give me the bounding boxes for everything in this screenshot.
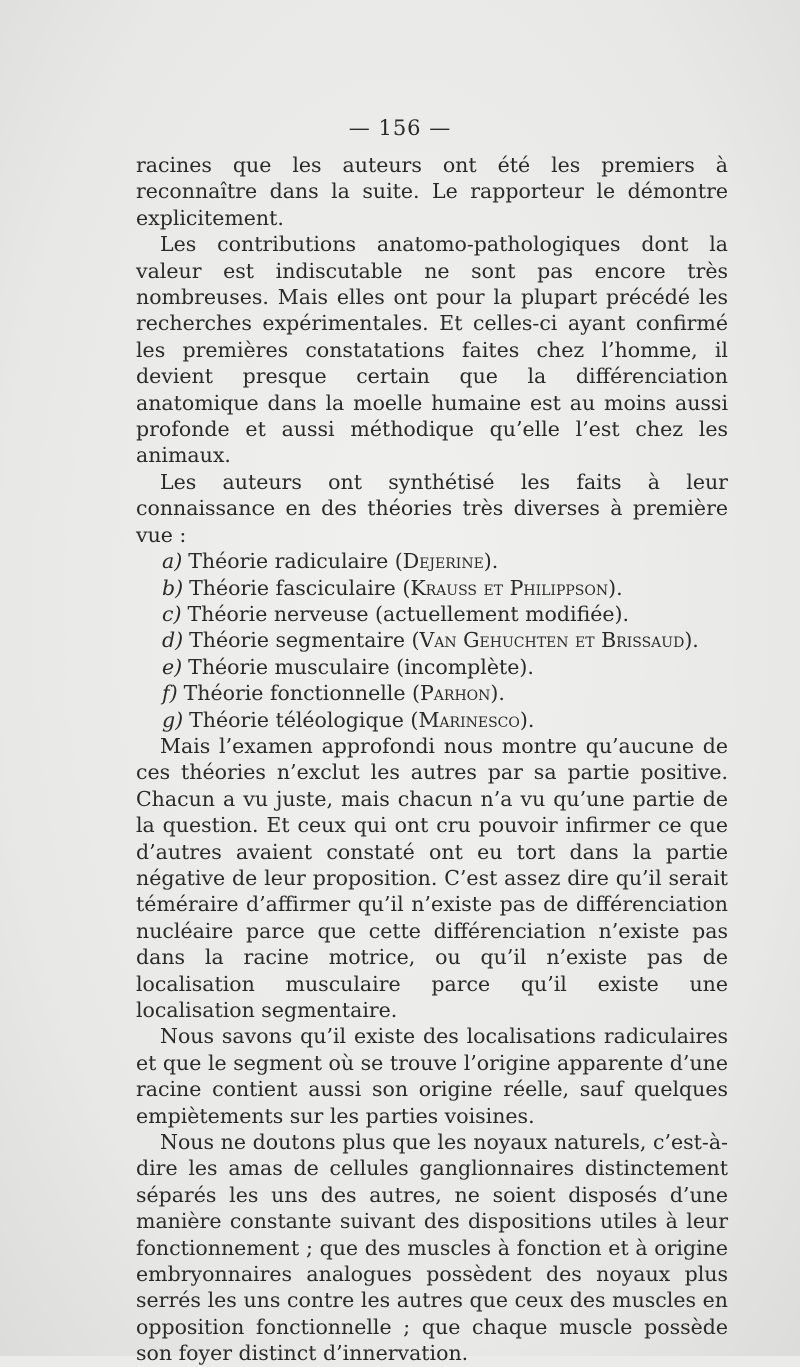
page-number: — 156 —: [348, 116, 452, 140]
paragraph: Les auteurs ont synthétisé les faits à leur connaissance en des théories très diverses à première vue :: [136, 469, 728, 547]
paragraph: Mais l’examen approfondi nous montre qu’aucune de ces théories n’exclut les autres par sa partie positive. Chacun a vu juste, mais chacun n’a vu qu’une partie de la question. Et ceux qui ont cru pouvoir infirmer ce que d’autres avaient constaté ont eu tort dans la partie négative de leur proposition. C’est assez dire qu’il serait téméraire d’affirmer qu’il n’existe pas de différenciation nucléaire parce que cette différenciation n’existe pas dans la racine motrice, ou qu’il n’existe pas de localisation musculaire parce qu’il existe une localisation segmentaire.: [136, 733, 728, 1022]
list-item: a) Théorie radiculaire (Dejerine).: [162, 549, 499, 574]
body-text: [136, 152, 728, 1367]
paragraph: Nous savons qu’il existe des localisations radiculaires et que le segment où se trouve l’origine apparente d’une racine contient aussi son origine réelle, sauf quelques empiètements sur les parties voisines.: [136, 1024, 728, 1128]
list-item: e) Théorie musculaire (incomplète).: [162, 654, 534, 679]
list-item: g) Théorie téléologique (Marinesco).: [162, 707, 535, 732]
paragraph: Nous ne doutons plus que les noyaux naturels, c’est-à-dire les amas de cellules ganglionnaires distinctement séparés les uns des autres, ne soient disposés d’une manière constante suivant des dispositions utiles à leur fonctionnement ; que des muscles à fonction et à origine embryonnaires analogues possèdent des noyaux plus serrés les uns contre les autres que ceux des muscles en opposition fonctionnelle ; que chaque muscle possède son foyer distinct d’innervation.: [136, 1130, 728, 1366]
list-item: b) Théorie fasciculaire (Krauss et Philippson).: [162, 575, 623, 600]
paragraph: racines que les auteurs ont été les premiers à reconnaître dans la suite. Le rapporteur le démontre explicitement.: [136, 153, 728, 230]
list-item: d) Théorie segmentaire (Van Gehuchten et Brissaud).: [162, 628, 699, 653]
list-item: f) Théorie fonctionnelle (Parhon).: [162, 681, 505, 706]
list-item: c) Théorie nerveuse (actuellement modifiée).: [162, 601, 630, 626]
theory-list: [136, 548, 728, 733]
paragraph: Les contributions anatomo-pathologiques dont la valeur est indiscutable ne sont pas encore très nombreuses. Mais elles ont pour la plupart précédé les recherches expérimentales. Et celles-ci ayant confirmé les premières constatations faites chez l’homme, il devient presque certain que la différenciation anatomique dans la moelle humaine est au moins aussi profonde et aussi méthodique qu’elle l’est chez les animaux.: [136, 232, 728, 468]
